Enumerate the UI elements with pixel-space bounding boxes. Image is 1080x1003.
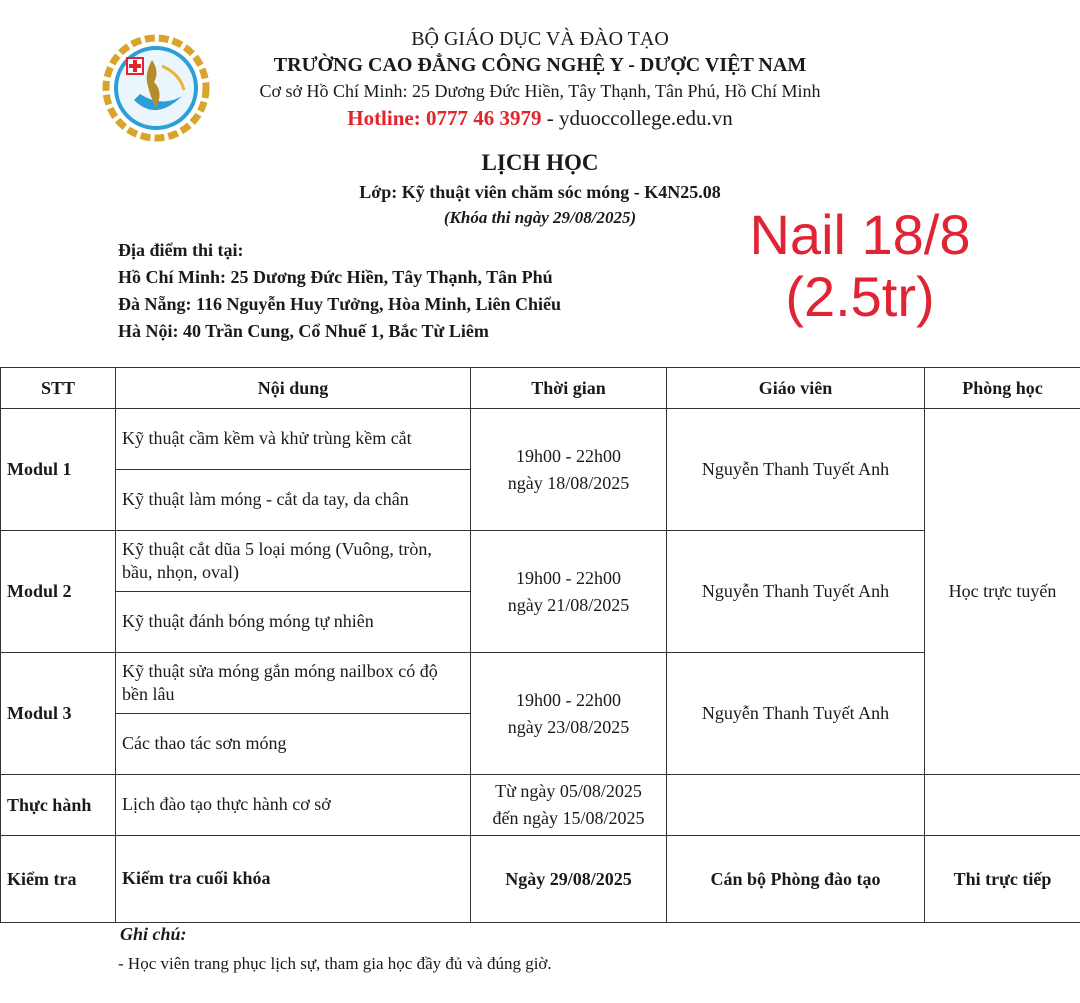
table-row [1, 836, 1080, 923]
teacher-cell: Nguyễn Thanh Tuyết Anh [667, 531, 925, 653]
time-cell: Ngày 29/08/2025 [471, 836, 667, 923]
module-label: Modul 1 [1, 409, 116, 531]
contact-line [190, 106, 890, 131]
teacher-cell [667, 775, 925, 836]
date-line: Từ ngày 05/08/2025 [495, 781, 642, 801]
campus-address: Cơ sở Hồ Chí Minh: 25 Dương Đức Hiền, Tây Thạnh, Tân Phú, Hồ Chí Minh [259, 81, 821, 101]
time-cell [471, 531, 667, 653]
exam-label: Kiểm tra [1, 836, 116, 923]
college-name: TRƯỜNG CAO ĐẲNG CÔNG NGHỆ Y - DƯỢC VIỆT NAM [273, 54, 807, 76]
header-room: Phòng học [925, 368, 1080, 409]
venue-item: Hà Nội: 40 Trần Cung, Cổ Nhuế 1, Bắc Từ Liêm [118, 321, 489, 341]
contact-separator: - [541, 106, 559, 130]
note-item: - Học viên trang phục lịch sự, tham gia học đầy đủ và đúng giờ. [118, 954, 552, 973]
room-cell: Học trực tuyến [925, 409, 1080, 775]
exam-course: (Khóa thi ngày 29/08/2025) [443, 208, 637, 227]
time-line: 19h00 - 22h00 [516, 567, 621, 588]
content-cell: Kỹ thuật làm móng - cắt da tay, da chân [116, 470, 471, 531]
module-label: Modul 3 [1, 653, 116, 775]
content-cell: Kỹ thuật sửa móng gắn móng nailbox có độ bền lâu [116, 653, 471, 714]
header-content: Nội dung [116, 368, 471, 409]
stamp-line-2: (2.5tr) [785, 264, 935, 328]
price-stamp [710, 204, 1010, 327]
table-row [1, 409, 1080, 470]
date-line: ngày 23/08/2025 [507, 716, 630, 737]
website: yduoccollege.edu.vn [558, 106, 733, 130]
hotline: Hotline: 0777 46 3979 [347, 106, 542, 130]
ministry-name: BỘ GIÁO DỤC VÀ ĐÀO TẠO [411, 28, 669, 50]
table-row [1, 531, 1080, 592]
table-row [1, 653, 1080, 714]
table-header-row [1, 368, 1080, 409]
time-line: 19h00 - 22h00 [516, 689, 621, 710]
content-cell: Kỹ thuật cầm kềm và khử trùng kềm cắt [116, 409, 471, 470]
table-row [1, 775, 1080, 836]
date-line: ngày 18/08/2025 [507, 472, 630, 493]
room-cell: Thi trực tiếp [925, 836, 1080, 923]
content-cell: Lịch đào tạo thực hành cơ sở [116, 775, 471, 836]
content-cell: Các thao tác sơn móng [116, 714, 471, 775]
teacher-cell: Nguyễn Thanh Tuyết Anh [667, 653, 925, 775]
date-line: đến ngày 15/08/2025 [492, 808, 645, 828]
teacher-cell: Nguyễn Thanh Tuyết Anh [667, 409, 925, 531]
practice-label: Thực hành [1, 775, 116, 836]
teacher-cell: Cán bộ Phòng đào tạo [667, 836, 925, 923]
date-line: ngày 21/08/2025 [507, 594, 630, 615]
content-cell: Kỹ thuật đánh bóng móng tự nhiên [116, 592, 471, 653]
schedule-table [0, 367, 1080, 923]
class-line: Lớp: Kỹ thuật viên chăm sóc móng - K4N25.08 [359, 182, 721, 202]
header-teacher: Giáo viên [667, 368, 925, 409]
header-stt: STT [1, 368, 116, 409]
time-line: 19h00 - 22h00 [516, 445, 621, 466]
content-cell: Kỹ thuật cắt dũa 5 loại móng (Vuông, tròn, bầu, nhọn, oval) [116, 531, 471, 592]
venue-item: Hồ Chí Minh: 25 Dương Đức Hiền, Tây Thạnh, Tân Phú [118, 267, 553, 287]
module-label: Modul 2 [1, 531, 116, 653]
content-cell: Kiểm tra cuối khóa [116, 836, 471, 923]
time-cell [471, 409, 667, 531]
stamp-line-1: Nail 18/8 [749, 203, 971, 266]
time-cell [471, 775, 667, 836]
time-cell [471, 653, 667, 775]
header-time: Thời gian [471, 368, 667, 409]
notes-label: Ghi chú: [120, 924, 187, 944]
venue-item: Đà Nẵng: 116 Nguyễn Huy Tưởng, Hòa Minh, Liên Chiểu [118, 294, 562, 314]
venue-heading: Địa điểm thi tại: [118, 240, 244, 260]
document-title: LỊCH HỌC [481, 150, 599, 175]
room-cell [925, 775, 1080, 836]
